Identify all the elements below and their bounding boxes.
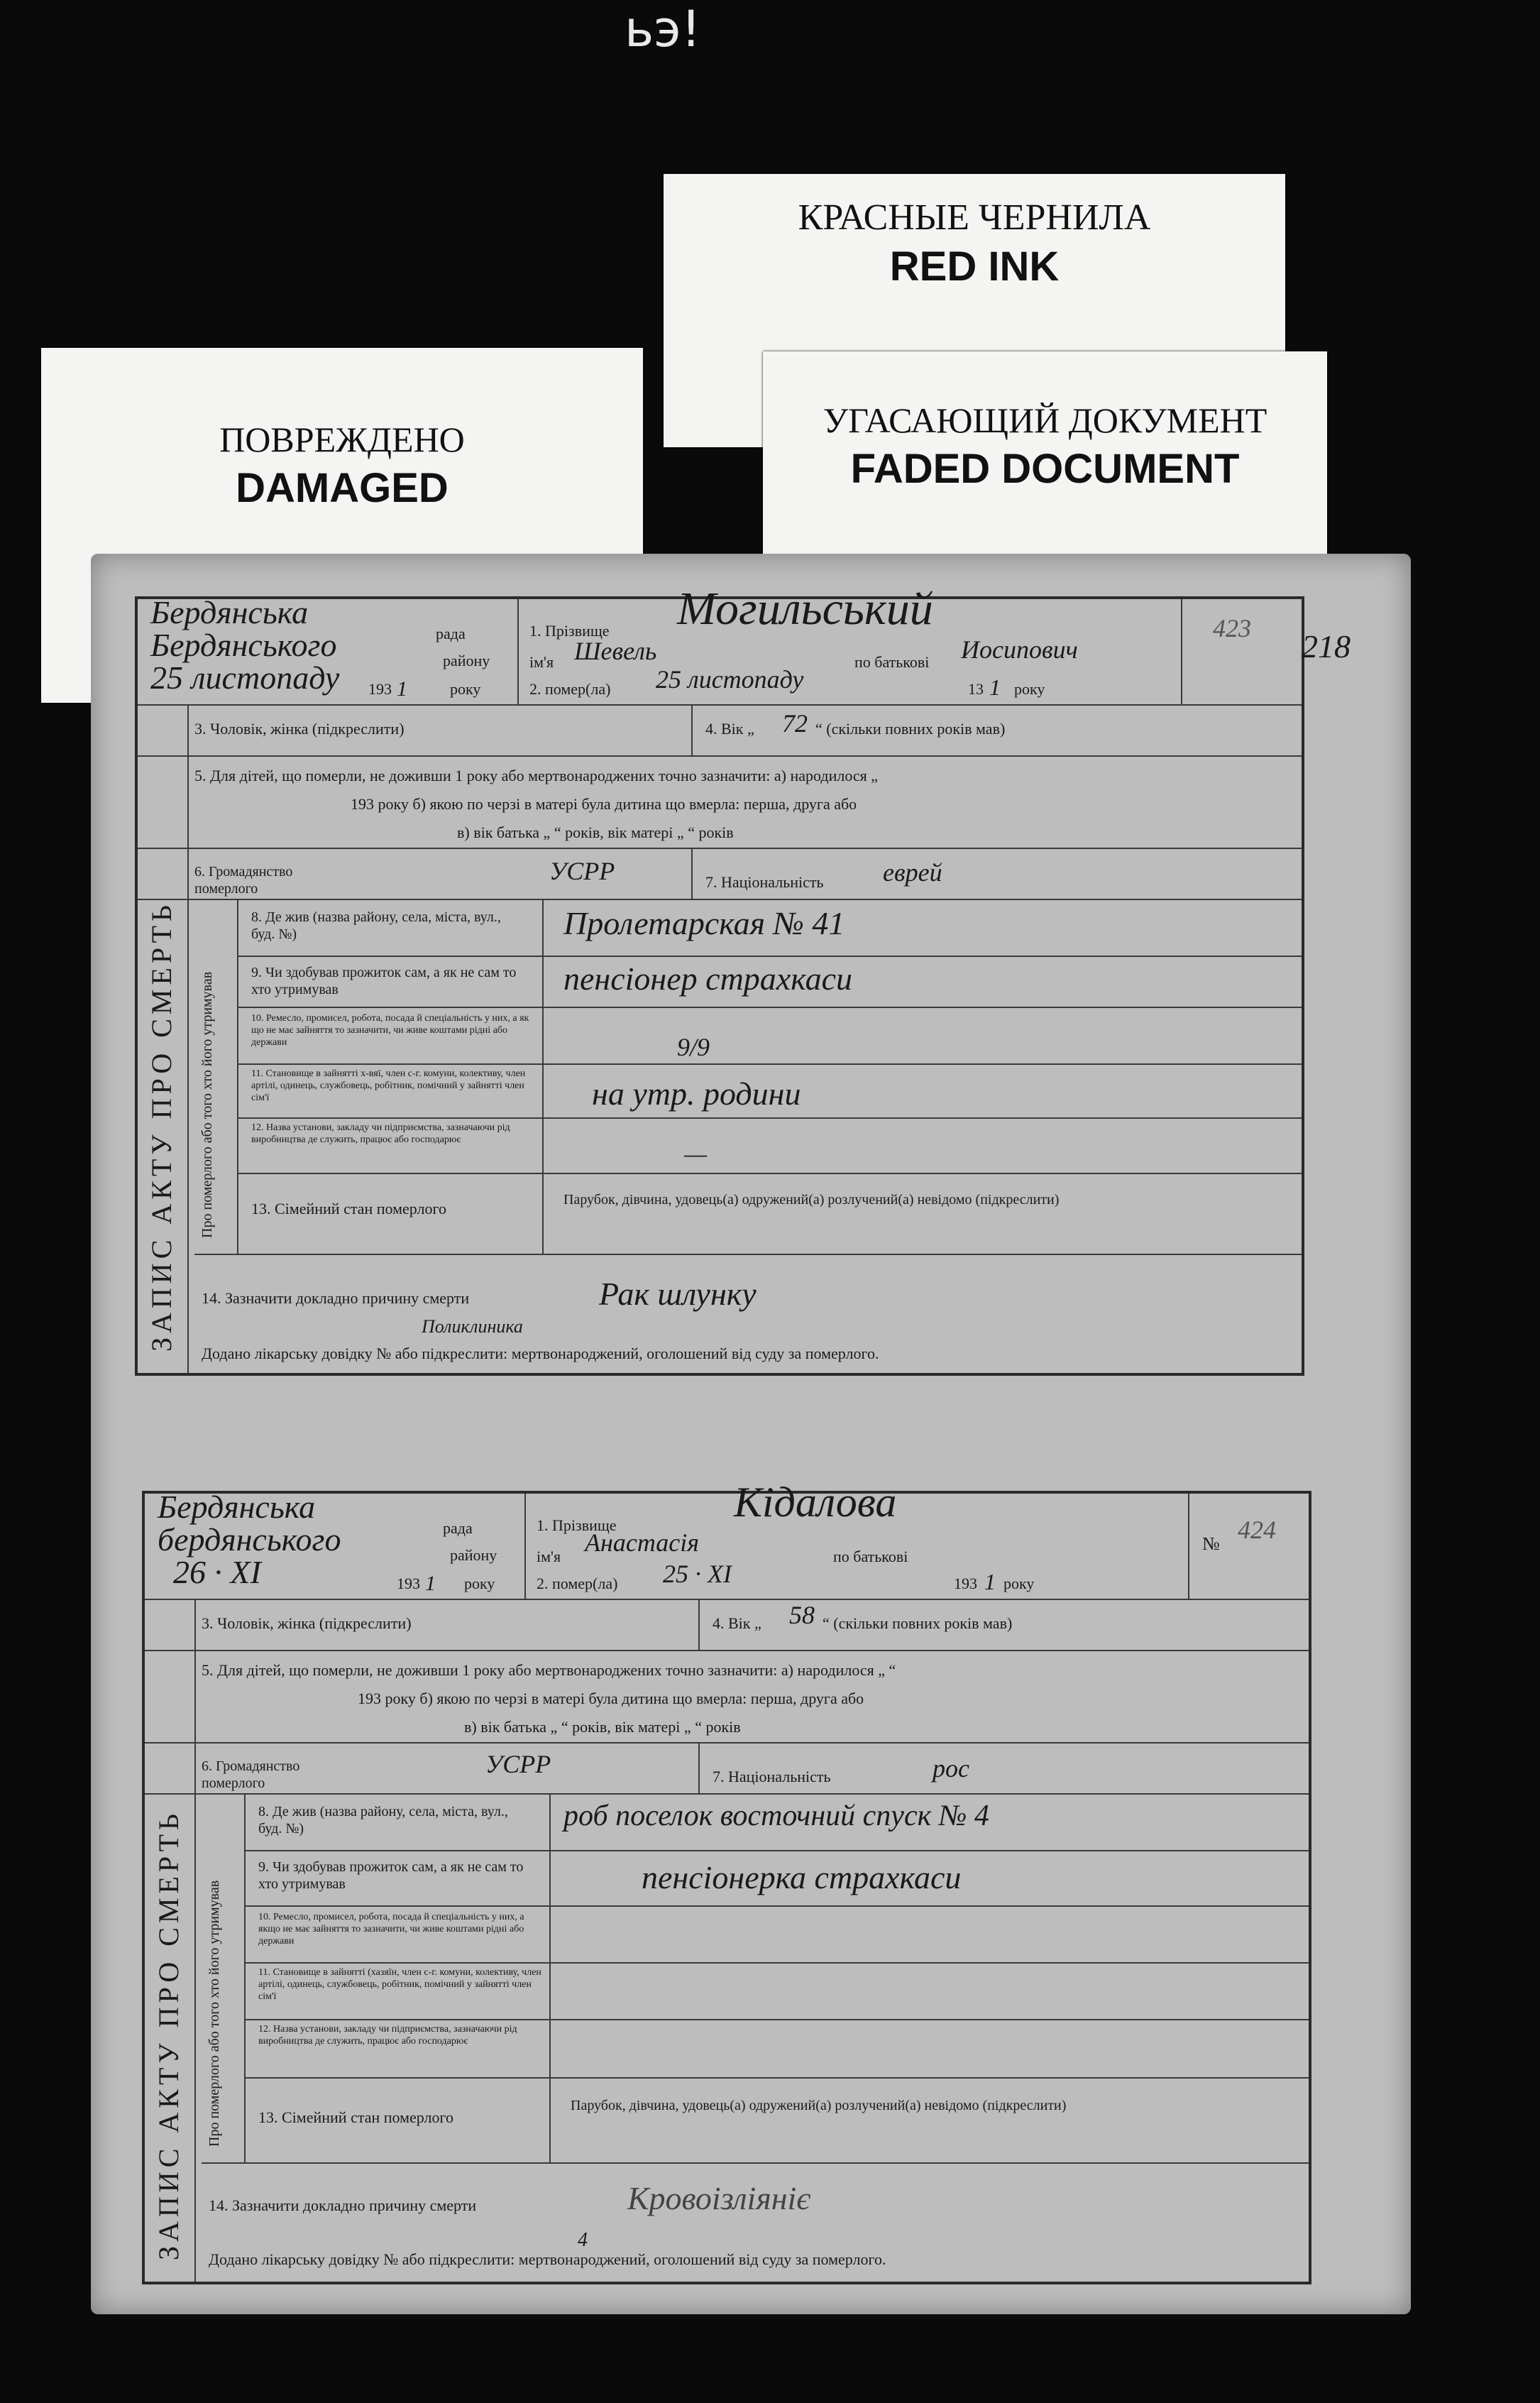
age-note-2: “ (скільки повних років мав) (823, 1614, 1013, 1632)
livelihood-value-2: пенсіонерка страхкаси (642, 1859, 962, 1895)
registration-year: 193 (368, 680, 392, 698)
child-info-b-2: 193 року б) якою по черзі в матері була дитина що вмерла: перша, друга або (358, 1690, 864, 1707)
residence-label-2: 8. Де жив (назва району, села, міста, вул., буд. №) (258, 1804, 508, 1837)
rada-label: рада (436, 625, 466, 642)
nationality-value-2: рос (933, 1754, 969, 1783)
cause-label-2: 14. Зазначити докладно причину смерти (209, 2196, 477, 2214)
death-year-2: 193 (954, 1575, 977, 1592)
age-label-2: 4. Вік „ (713, 1614, 761, 1632)
rada-value-2: Бердянська (158, 1489, 316, 1525)
patronymic-label-2: по батькові (833, 1548, 908, 1565)
death-year-label: року (1014, 680, 1045, 698)
nationality-value: еврей (883, 858, 942, 887)
faded-label-ru: УГАСАЮЩИЙ ДОКУМЕНТ (823, 400, 1267, 440)
side-title-1: ЗАПИС АКТУ ПРО СМЕРТЬ (145, 900, 177, 1352)
death-record-1 (135, 583, 1351, 1376)
death-year-label-2: року (1003, 1575, 1035, 1592)
damaged-label-en: DAMAGED (236, 465, 449, 511)
marital-options: Парубок, дівчина, удовець(а) одружений(а) розлучений(а) невідомо (підкреслити) (563, 1192, 1060, 1208)
name-value-2: Анастасія (585, 1528, 699, 1557)
employment-label-2: 11. Становище в зайнятті (хазяїн, член с-г. комуни, колективу, член артілі, одинець, службовець, робітник, помічний у зайнятті член сім'ї (258, 1967, 541, 2002)
age-value: 72 (782, 709, 808, 738)
sex-label: 3. Чоловік, жінка (підкреслити) (194, 720, 405, 738)
age-label: 4. Вік „ (705, 720, 754, 738)
cause-value-2: Кровоізліяніє (627, 2180, 811, 2216)
record-number: 423 (1213, 614, 1251, 642)
nationality-label: 7. Національність (705, 873, 824, 891)
certificate-line-2: Додано лікарську довідку № або підкреслити: мертвонароджений, оголошений від суду за померлого. (209, 2250, 886, 2268)
livelihood-value: пенсіонер страхкаси (563, 960, 853, 997)
marital-label-2: 13. Сімейний стан померлого (258, 2108, 453, 2126)
death-date-value: 25 листопаду (656, 665, 804, 694)
employment-value: на утр. родини (592, 1075, 801, 1112)
archive-marker: ьэ! (625, 0, 701, 58)
livelihood-label-2: 9. Чи здобував прожиток сам, а як не сам то хто утримував (258, 1859, 524, 1892)
doctor-number-2: 4 (578, 2229, 588, 2251)
citizenship-value: УСРР (549, 857, 615, 885)
faded-label-en: FADED DOCUMENT (850, 446, 1240, 492)
surname-label-2: 1. Прізвище (537, 1516, 617, 1534)
rada-label-2: рада (443, 1519, 473, 1537)
surname-value-2: Кідалова (734, 1479, 897, 1526)
registration-date: 25 листопаду (150, 659, 340, 696)
child-info-b: 193 року б) якою по черзі в матері була дитина що вмерла: перша, друга або (351, 795, 857, 813)
name-value: Шевель (574, 637, 657, 665)
residence-value-2: роб поселок восточний спуск № 4 (563, 1800, 989, 1832)
workplace-label: 12. Назва установи, закладу чи підприємства, зазначаючи рід виробництва де служить, працює або господарює (251, 1122, 510, 1145)
marital-label: 13. Сімейний стан померлого (251, 1200, 446, 1217)
death-date-label-2: 2. помер(ла) (537, 1575, 618, 1592)
death-year-digit-2: 1 (984, 1569, 996, 1594)
registration-date-2: 26 · XI (173, 1554, 261, 1590)
raion-value: Бердянського (150, 627, 337, 663)
occupation-label-2: 10. Ремесло, промисел, робота, посада й спеціальність у них, а якщо не має зайняття то зазначити, чи живе коштами рідні або держави (258, 1912, 524, 1947)
faded-label (763, 351, 1327, 564)
age-note: “ (скільки повних років мав) (815, 720, 1006, 738)
surname-label: 1. Прізвище (529, 622, 610, 640)
patronymic-label: по батькові (854, 653, 930, 671)
employment-label: 11. Становище в зайнятті х-вяї, член с-г. комуни, колективу, член артілі, одинець, службовець, робітник, помічний у зайнятті член сім'ї (251, 1068, 526, 1103)
registration-year-2: 193 (397, 1575, 420, 1592)
margin-number: 218 (1302, 628, 1351, 664)
side-subtitle-2: Про померлого або того хто його утримував (207, 1880, 222, 2147)
registration-year-digit-2: 1 (425, 1572, 436, 1595)
registration-year-label: року (450, 680, 481, 698)
death-year-digit: 1 (989, 674, 1001, 700)
sex-label-2: 3. Чоловік, жінка (підкреслити) (202, 1614, 412, 1632)
red-ink-label-en: RED INK (889, 243, 1060, 290)
livelihood-label: 9. Чи здобував прожиток сам, а як не сам то хто утримував (251, 965, 517, 997)
citizenship-value-2: УСРР (485, 1750, 551, 1778)
rada-value: Бердянська (150, 594, 309, 630)
marital-options-2: Парубок, дівчина, удовець(а) одружений(а) розлучений(а) невідомо (підкреслити) (571, 2098, 1067, 2113)
age-value-2: 58 (789, 1601, 815, 1629)
name-label: ім'я (529, 653, 554, 671)
workplace-value: — (684, 1139, 708, 1168)
residence-label: 8. Де жив (назва району, села, міста, вул., буд. №) (251, 909, 501, 942)
occupation-value: 9/9 (677, 1033, 710, 1061)
death-date-value-2: 25 · XI (663, 1560, 732, 1588)
surname-value: Могильський (677, 583, 933, 635)
child-info-c: в) вік батька „ “ років, вік матері „ “ років (457, 823, 734, 841)
certificate-line: Додано лікарську довідку № або підкреслити: мертвонароджений, оголошений від суду за померлого. (202, 1345, 879, 1362)
residence-value: Пролетарская № 41 (563, 905, 845, 941)
child-info-c-2: в) вік батька „ “ років, вік матері „ “ років (464, 1718, 741, 1736)
death-year: 13 (968, 680, 984, 698)
workplace-label-2: 12. Назва установи, закладу чи підприємства, зазначаючи рід виробництва де служить, працює або господарює (258, 2024, 517, 2047)
cause-value: Рак шлунку (599, 1276, 757, 1312)
death-date-label: 2. помер(ла) (529, 680, 611, 698)
damaged-label-ru: ПОВРЕЖДЕНО (219, 420, 465, 459)
citizenship-label: 6. Громадянство померлого (194, 864, 293, 897)
child-info-a: 5. Для дітей, що померли, не доживши 1 року або мертвонароджених точно зазначити: а) народилося „ (194, 767, 879, 784)
nationality-label-2: 7. Національність (713, 1768, 831, 1785)
raion-value-2: бердянського (158, 1521, 341, 1558)
raion-label-2: району (450, 1546, 497, 1564)
red-ink-label-ru: КРАСНЫЕ ЧЕРНИЛА (798, 197, 1151, 238)
record-number-2: 424 (1238, 1516, 1276, 1544)
cause-label: 14. Зазначити докладно причину смерти (202, 1289, 470, 1307)
registration-year-label-2: року (464, 1575, 495, 1592)
side-subtitle-1: Про померлого або того хто його утримував (199, 971, 215, 1238)
child-info-a-2: 5. Для дітей, що померли, не доживши 1 року або мертвонароджених точно зазначити: а) народилося „ “ (202, 1661, 896, 1679)
citizenship-label-2: 6. Громадянство померлого (202, 1758, 300, 1791)
name-label-2: ім'я (537, 1548, 561, 1565)
doctor-note: Поликлиника (422, 1316, 523, 1337)
raion-label: району (443, 652, 490, 669)
patronymic-value: Иосипович (961, 635, 1078, 664)
record-number-label-2: № (1202, 1533, 1220, 1554)
side-title-2: ЗАПИС АКТУ ПРО СМЕРТЬ (153, 1809, 185, 2260)
death-record-2 (142, 1479, 1311, 2284)
document-page (91, 554, 1411, 2314)
registration-year-digit: 1 (397, 677, 407, 701)
occupation-label: 10. Ремесло, промисел, робота, посада й спеціальність у них, а як що не має зайняття то зазначити, чи живе коштами рідні або держави (251, 1013, 529, 1048)
